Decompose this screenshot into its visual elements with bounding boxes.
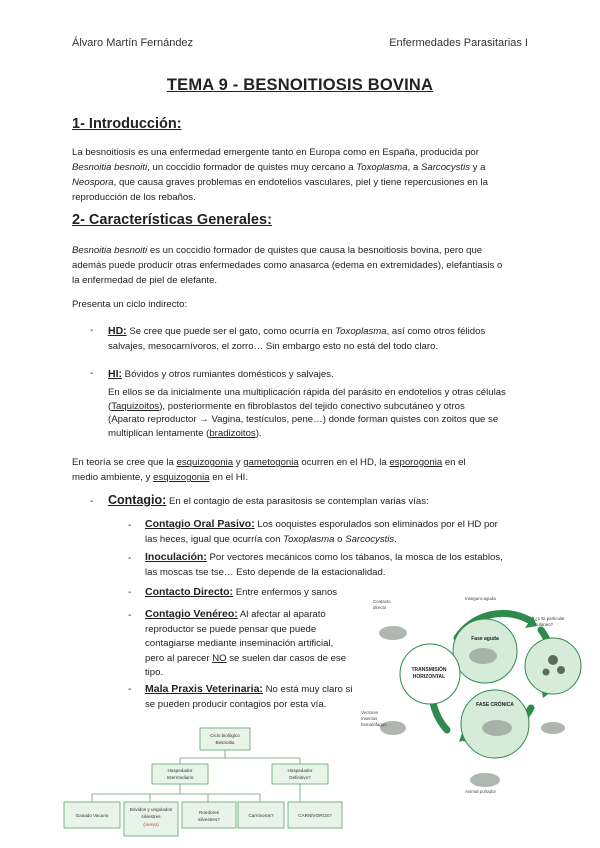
- header-author: Álvaro Martín Fernández: [72, 37, 194, 49]
- bullet-dash: -: [128, 684, 132, 695]
- cyst-icon: [548, 655, 558, 665]
- cycle-intro: Presenta un ciclo indirecto:: [72, 299, 188, 310]
- cycle-left-l2: HORIZONTAL: [412, 674, 446, 680]
- section-heading-general: 2- Características Generales:: [72, 212, 272, 228]
- directo-item: Contacto Directo: Entre enfermos y sanos: [145, 586, 338, 598]
- intro-paragraph: La besnoitiosis es una enfermedad emergente tanto en Europa como en España, producida por Besnoitia besnoiti, un coccidio formador de quistes muy cercano a Toxoplasma, a Sarcocystis y a Neospora, que causa graves problemas en endotelios vasculares, piel y tiene repercusiones en la reproducción de los rebaños.: [72, 147, 488, 203]
- tree-leaf3-l2: silvestres?: [198, 817, 220, 822]
- tree-leaf2-l1: Bóvidos y ungulados: [129, 807, 173, 812]
- tree-node-hi: [152, 764, 208, 784]
- tree-leaf5: CARNÍVOROS?: [298, 813, 332, 818]
- mala-praxis-item: Mala Praxis Veterinaria: No está muy claro si se pueden producir contagios por esta vía.: [145, 683, 353, 710]
- tree-root-l2: Besnoitia: [215, 740, 235, 745]
- section-heading-intro: 1- Introducción:: [72, 116, 182, 132]
- tree-leaf2-l3: (ciervo): [143, 822, 159, 827]
- ann-l-l2: Insectos: [361, 716, 378, 721]
- cyst-circle: [525, 638, 581, 694]
- cyst-icon: [557, 666, 565, 674]
- tree-hd-l1: Hospedador: [287, 768, 313, 773]
- ann-top: Inseguro-aguda: [465, 596, 496, 601]
- bullet-dash: -: [128, 520, 132, 531]
- oral-item: Contagio Oral Pasivo: Los ooquistes esporulados son eliminados por el HD por las heces, igual que ocurría con Toxoplasma o Sarcocystis.: [145, 518, 498, 545]
- ann-tl-l2: directo: [373, 605, 387, 610]
- cow-silhouette: [482, 720, 512, 736]
- ann-l-l3: hematófagos: [361, 722, 387, 727]
- ann-r-l1: ¿1 Ei-particular: [535, 616, 565, 621]
- bullet-dash: -: [128, 587, 132, 598]
- tree-hi-l1: Hospedador: [167, 768, 193, 773]
- hosts-tree-diagram: [60, 722, 355, 842]
- venereo-item: Contagio Venéreo: Al afectar al aparato reproductor se puede pensar que puede contagiarse mediante inseminación artificial, pero al parecer NO se suelen dar casos de ese tipo.: [145, 608, 347, 678]
- tree-node-roedores: [182, 802, 236, 828]
- tree-leaf2-l2: silvestres: [141, 814, 161, 819]
- bullet-dash: -: [90, 325, 94, 336]
- tree-node-hd: [272, 764, 328, 784]
- theory-paragraph: En teoría se cree que la esquizogonia y gametogonia ocurren en el HD, la esporogonia en el medio ambiente, y esquizogonia en el HI.: [72, 457, 466, 483]
- header-course: Enfermedades Parasitarias I: [389, 37, 528, 49]
- bullet-dash: -: [128, 610, 132, 621]
- tree-leaf3-l1: Roedores: [199, 810, 219, 815]
- general-paragraph: Besnoitia besnoiti es un coccidio formador de quistes que causa la besnoitiosis bovina, pero que además puede producir otras enfermedades como anasarca (edema en extremidades), elefantiasis o la enfermedad de piel de elefante.: [72, 245, 503, 286]
- inoculacion-item: Inoculación: Por vectores mecánicos como los tábanos, la mosca de los establos, las moscas tse tse… Esto depende de la estacionalidad.: [145, 551, 503, 578]
- cyst-icon: [543, 669, 550, 676]
- bullet-dash: -: [90, 368, 94, 379]
- cycle-bottom-label: FASE CRÓNICA: [476, 702, 514, 708]
- tree-root-l1: Ciclo biológico: [210, 733, 240, 738]
- tree-leaf4: Carnívoros?: [248, 813, 274, 818]
- cycle-left-l1: TRANSMISIÓN: [411, 667, 447, 673]
- hi-item: HI: Bóvidos y otros rumiantes domésticos y salvajes.: [108, 368, 334, 380]
- tree-node-root: [200, 728, 250, 750]
- contagio-item: Contagio: En el contagio de esta parasitosis se contemplan varias vías:: [108, 493, 429, 507]
- tree-leaf1: Ganado Vacuno: [75, 813, 109, 818]
- ann-r-l2: cutáneo?: [535, 622, 554, 627]
- bullet-dash: -: [128, 553, 132, 564]
- page-title: TEMA 9 - BESNOITIOSIS BOVINA: [166, 76, 434, 94]
- cycle-top-label: Fase aguda: [471, 636, 499, 642]
- ann-l-l1: Vectores: [361, 710, 379, 715]
- hi-detail: En ellos se da inicialmente una multiplicación rápida del parásito en endotelios y otras células (Taquizoitos), posteriormente en fibroblastos del tejido conectivo subcutáneo y otros (Aparato reproductor → Vagina, testículos, pene…) donde forman quistes con zoitos que se multiplican lentamente (bradizoitos).: [108, 387, 506, 439]
- cow-silhouette: [541, 722, 565, 734]
- hd-item: HD: Se cree que puede ser el gato, como ocurría en Toxoplasma, así como otros félidos salvajes, mesocarnívoros, el zorro… Sin embargo esto no está del todo claro.: [108, 325, 486, 352]
- life-cycle-diagram: [355, 588, 590, 803]
- cow-silhouette: [379, 626, 407, 640]
- ann-tl-l1: Contacto: [373, 599, 391, 604]
- cow-silhouette: [470, 773, 500, 787]
- ann-bottom: Animal portador: [465, 789, 496, 794]
- bullet-dash: -: [90, 496, 94, 507]
- tree-hi-l2: Intermediario: [166, 775, 194, 780]
- tree-hd-l2: Definitivo?: [289, 775, 311, 780]
- cow-silhouette: [469, 648, 497, 664]
